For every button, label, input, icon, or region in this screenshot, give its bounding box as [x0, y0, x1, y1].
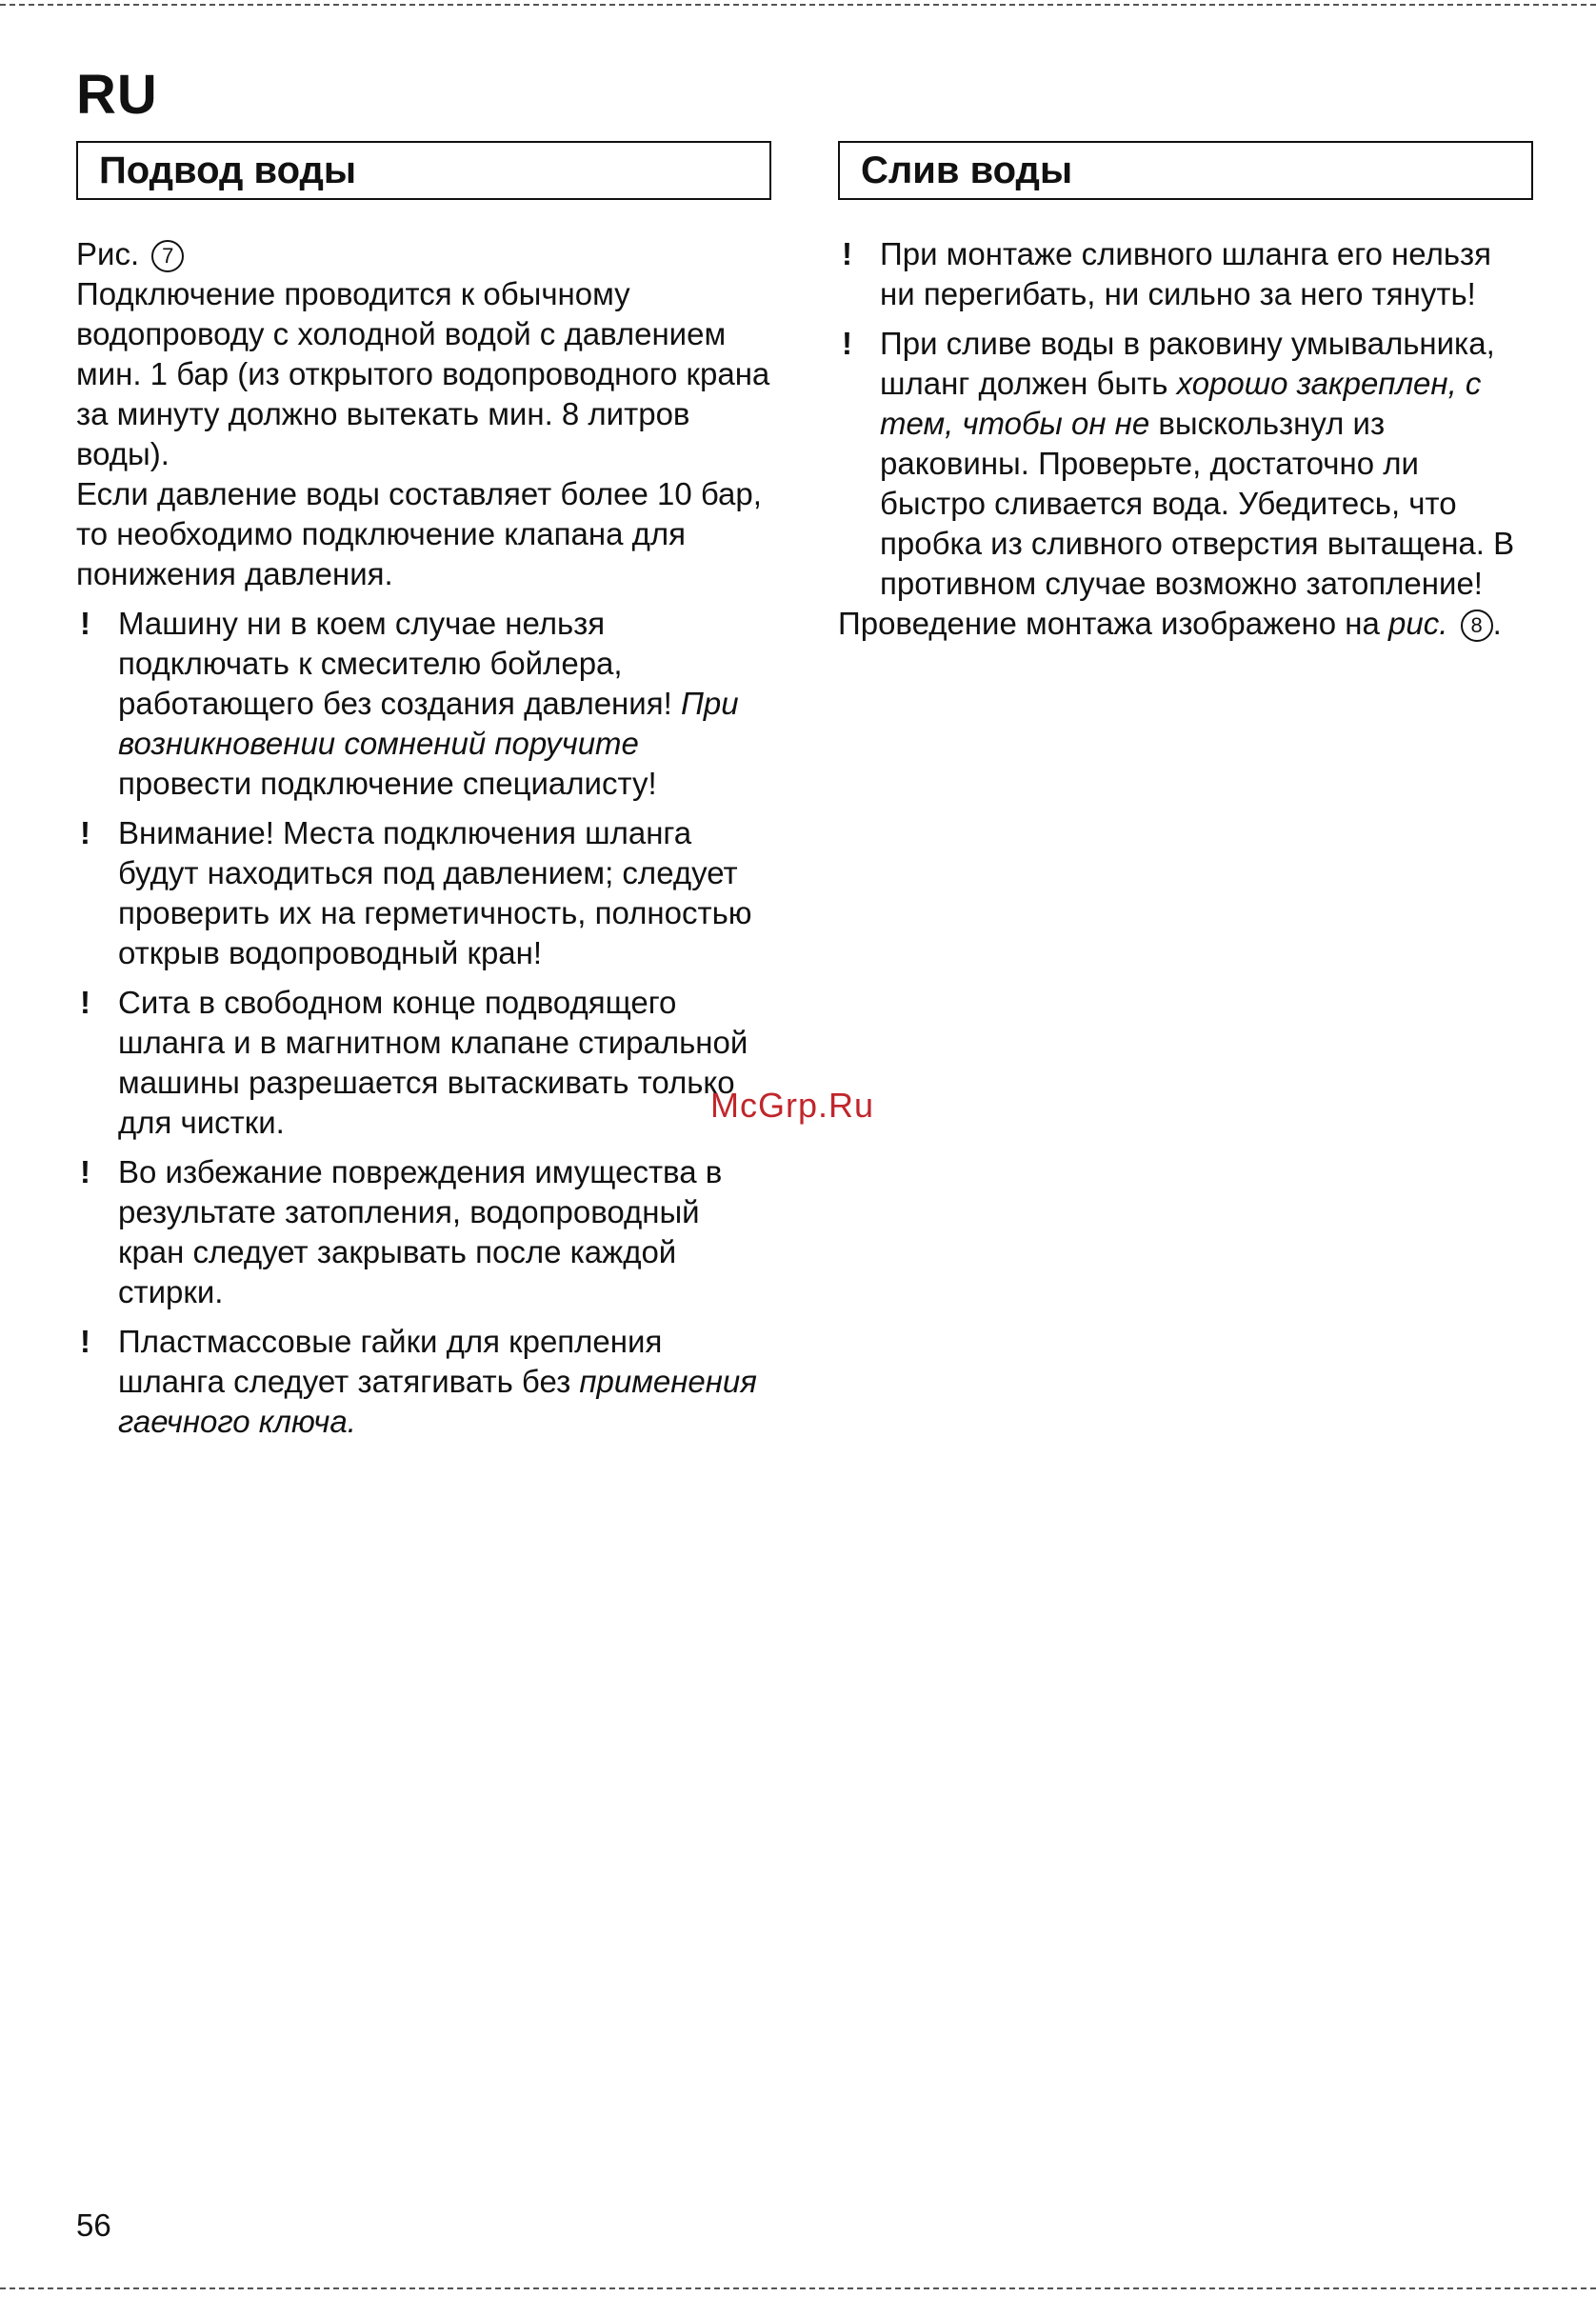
figure-reference [76, 234, 771, 274]
warning-item [838, 324, 1533, 604]
warning-text: Пластмассовые гайки для крепления шланга следует затягивать без [118, 1324, 663, 1399]
warning-icon: ! [80, 1154, 90, 1189]
bottom-scan-rule [0, 2287, 1596, 2289]
warning-icon: ! [842, 326, 852, 361]
warning-text: Во избежание повреждения имущества в результате затопления, водопроводный кран следует закрывать после каждой стирки. [118, 1154, 723, 1309]
watermark: McGrp.Ru [710, 1086, 875, 1125]
water-supply-section [76, 141, 771, 1442]
warning-item [76, 1322, 771, 1442]
warning-text: При сливе воды в раковину умывальника, шланг должен быть [880, 326, 1495, 401]
warning-text: При монтаже сливного шланга его нельзя ни перегибать, ни сильно за него тянуть! [880, 236, 1492, 311]
figure-label: рис. [1388, 606, 1448, 641]
water-drain-section [838, 141, 1533, 644]
figure-number-badge: 7 [151, 240, 184, 272]
warning-item [838, 234, 1533, 314]
pressure-paragraph: Если давление воды составляет более 10 бар, то необходимо подключение клапана для понижения давления. [76, 476, 762, 591]
figure-number-badge: 8 [1461, 609, 1493, 642]
warning-item [76, 813, 771, 973]
warning-icon: ! [80, 985, 90, 1020]
figure-label: Рис. [76, 236, 140, 271]
warning-text: Внимание! Места подключения шланга будут находиться под давлением; следует проверить их на герметичность, полностью открыв водопроводный кран! [118, 815, 752, 970]
warning-item [76, 983, 771, 1143]
water-supply-heading: Подвод воды [76, 141, 771, 200]
warning-text: Машину ни в коем случае нельзя подключать к смесителю бойлера, работающего без создания давления! [118, 606, 681, 721]
water-drain-heading: Слив воды [838, 141, 1533, 200]
warning-text-italic: При возникновении сомнений поручите [118, 686, 739, 761]
warning-text: Сита в свободном конце подводящего шланга и в магнитном клапане стиральной машины разрешается вытаскивать только для чистки. [118, 985, 748, 1140]
warning-text-end: выскользнул из раковины. Проверьте, достаточно ли быстро сливается вода. Убедитесь, что пробка из сливного отверстия вытащена. В противном случае возможно затопление! [880, 406, 1515, 601]
warning-text-italic: применения гаечного ключа. [118, 1364, 757, 1439]
warning-icon: ! [80, 606, 90, 641]
warning-item [76, 1152, 771, 1312]
warning-icon: ! [842, 236, 852, 271]
language-code: RU [76, 64, 158, 126]
connection-paragraph: Подключение проводится к обычному водопроводу с холодной водой с давлением мин. 1 бар (из открытого водопроводного крана за минуту должно вытекать мин. 8 литров воды). [76, 276, 770, 471]
warning-icon: ! [80, 815, 90, 850]
installation-reference [838, 604, 1533, 644]
warning-text-italic: хорошо закреплен, с тем, чтобы он не [880, 366, 1482, 441]
sentence-end: . [1492, 606, 1502, 641]
warning-item [76, 604, 771, 804]
top-scan-rule [0, 4, 1596, 6]
warning-text-end: провести подключение специалисту! [118, 766, 657, 801]
page-number: 56 [76, 2207, 111, 2243]
warning-icon: ! [80, 1324, 90, 1359]
installation-text: Проведение монтажа изображено на [838, 606, 1389, 641]
